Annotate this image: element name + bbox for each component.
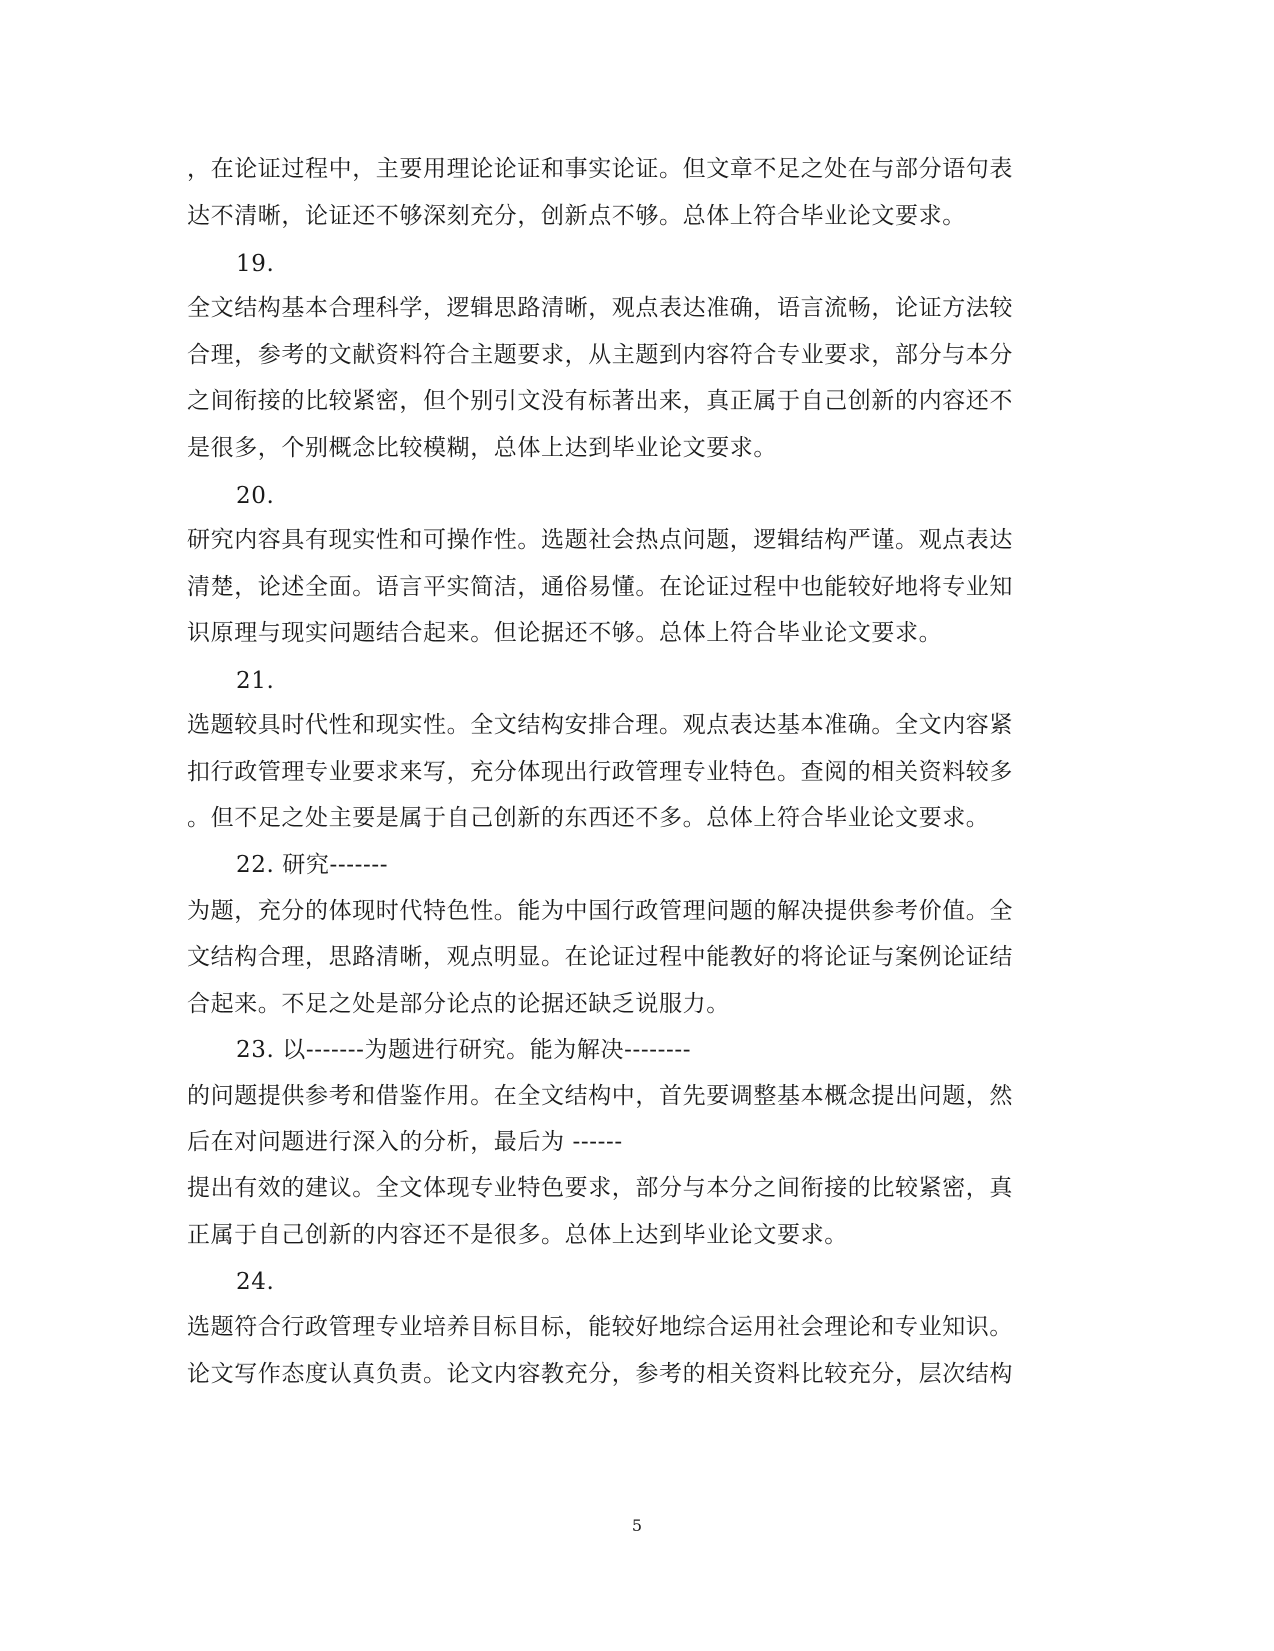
- text-line: 扣行政管理专业要求来写，充分体现出行政管理专业特色。查阅的相关资料较多: [187, 759, 1013, 785]
- text-line: 选题符合行政管理专业培养目标目标，能较好地综合运用社会理论和专业知识。: [187, 1314, 1013, 1340]
- text-line: 的问题提供参考和借鉴作用。在全文结构中，首先要调整基本概念提出问题，然: [187, 1083, 1013, 1109]
- item-number: 24.: [236, 1269, 275, 1295]
- text-line: 正属于自己创新的内容还不是很多。总体上达到毕业论文要求。: [187, 1222, 848, 1248]
- text-line: 清楚，论述全面。语言平实简洁，通俗易懂。在论证过程中也能较好地将专业知: [187, 574, 1013, 600]
- item-number: 19.: [236, 251, 275, 277]
- item-number: 23. 以-------为题进行研究。能为解决--------: [236, 1037, 692, 1063]
- text-line: 合理，参考的文献资料符合主题要求，从主题到内容符合专业要求，部分与本分: [187, 342, 1013, 368]
- text-line: 之间衔接的比较紧密，但个别引文没有标著出来，真正属于自己创新的内容还不: [187, 388, 1013, 414]
- text-line: 识原理与现实问题结合起来。但论据还不够。总体上符合毕业论文要求。: [187, 620, 943, 646]
- text-line: 。但不足之处主要是属于自己创新的东西还不多。总体上符合毕业论文要求。: [187, 805, 990, 831]
- text-line: 合起来。不足之处是部分论点的论据还缺乏说服力。: [187, 991, 730, 1017]
- page-number: 5: [631, 1516, 643, 1535]
- text-line: 论文写作态度认真负责。论文内容教充分，参考的相关资料比较充分，层次结构: [187, 1361, 1013, 1387]
- text-line: 提出有效的建议。全文体现专业特色要求，部分与本分之间衔接的比较紧密，真: [187, 1175, 1013, 1201]
- text-line: 达不清晰，论证还不够深刻充分，创新点不够。总体上符合毕业论文要求。: [187, 203, 966, 229]
- item-number: 21.: [236, 668, 275, 694]
- text-line: 后在对问题进行深入的分析，最后为 ------: [187, 1129, 623, 1155]
- text-line: 为题，充分的体现时代特色性。能为中国行政管理问题的解决提供参考价值。全: [187, 898, 1013, 924]
- text-line: ，在论证过程中，主要用理论论证和事实论证。但文章不足之处在与部分语句表: [187, 156, 1013, 182]
- text-line: 全文结构基本合理科学，逻辑思路清晰，观点表达准确，语言流畅，论证方法较: [187, 295, 1013, 321]
- item-number: 20.: [236, 483, 275, 509]
- text-line: 选题较具时代性和现实性。全文结构安排合理。观点表达基本准确。全文内容紧: [187, 712, 1013, 738]
- text-line: 是很多，个别概念比较模糊，总体上达到毕业论文要求。: [187, 435, 777, 461]
- text-line: 文结构合理，思路清晰，观点明显。在论证过程中能教好的将论证与案例论证结: [187, 944, 1013, 970]
- item-number: 22. 研究-------: [236, 852, 389, 878]
- text-line: 研究内容具有现实性和可操作性。选题社会热点问题，逻辑结构严谨。观点表达: [187, 527, 1013, 553]
